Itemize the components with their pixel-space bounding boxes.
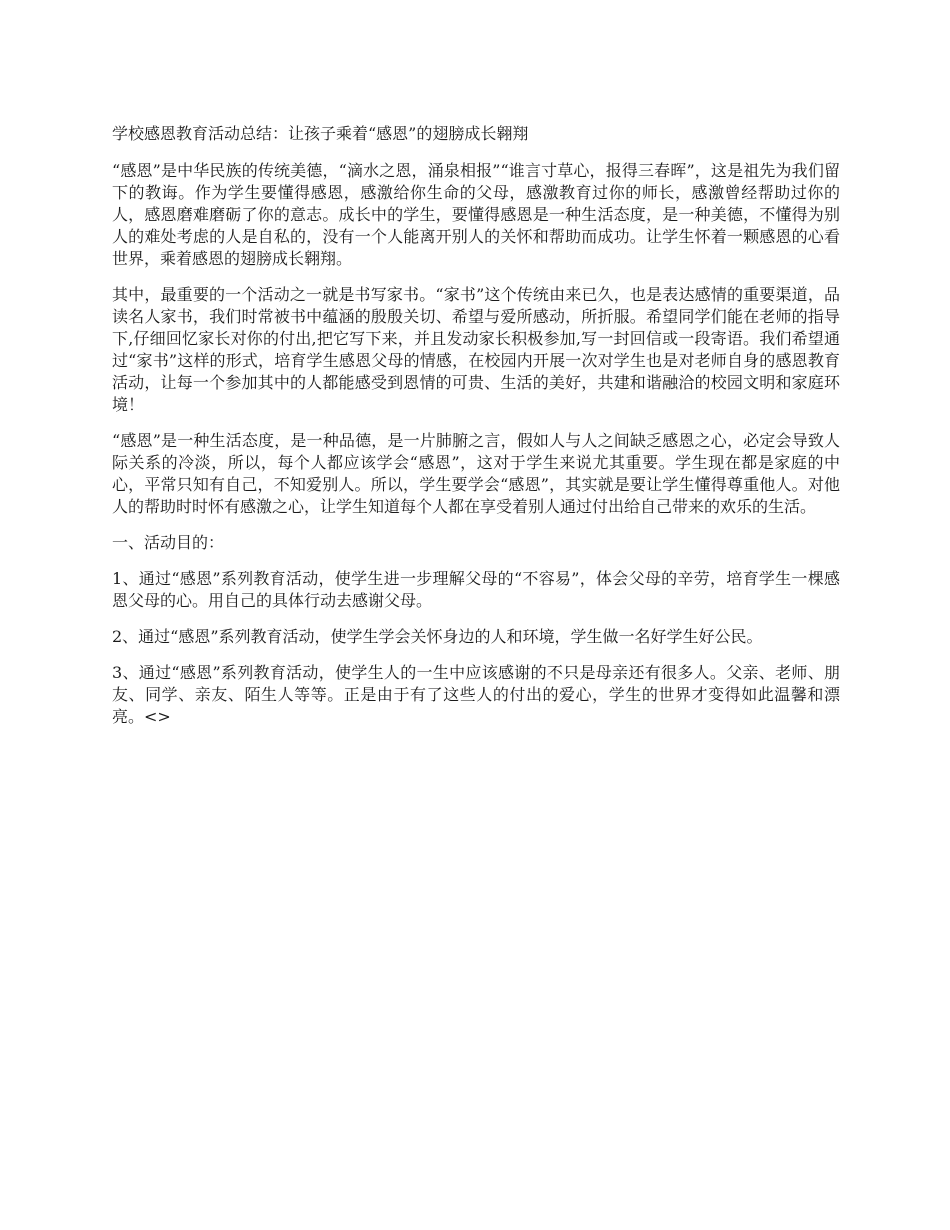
goal-item-1: 1、通过“感恩”系列教育活动，使学生进一步理解父母的“不容易”，体会父母的辛劳，培育学生一棵感恩父母的心。用自己的具体行动去感谢父母。 bbox=[112, 569, 840, 610]
section-heading-activity-goals: 一、活动目的： bbox=[112, 533, 225, 552]
intro-paragraph: “感恩”是中华民族的传统美德，“滴水之恩，涌泉相报”“谁言寸草心，报得三春晖”，这是祖先为我们留下的教诲。作为学生要懂得感恩，感激给你生命的父母，感激教育过你的师长，感激曾经帮助过你的人，感恩磨难磨砺了你的意志。成长中的学生，要懂得感恩是一种生活态度，是一种美德，不懂得为别人的难处考虑的人是自私的，没有一个人能离开别人的关怀和帮助而成功。让学生怀着一颗感恩的心看世界，乘着感恩的翅膀成长翱翔。 bbox=[112, 161, 840, 268]
gratitude-attitude-paragraph: “感恩”是一种生活态度，是一种品德，是一片肺腑之言，假如人与人之间缺乏感恩之心，必定会导致人际关系的冷淡，所以，每个人都应该学会“感恩”，这对于学生来说尤其重要。学生现在都是家庭的中心，平常只知有自己，不知爱别人。所以，学生要学会“感恩”，其实就是要让学生懂得尊重他人。对他人的帮助时时怀有感激之心，让学生知道每个人都在享受着别人通过付出给自己带来的欢乐的生活。 bbox=[112, 431, 840, 516]
family-letter-paragraph: 其中，最重要的一个活动之一就是书写家书。“家书”这个传统由来已久，也是表达感情的重要渠道，品读名人家书，我们时常被书中蕴涵的殷殷关切、希望与爱所感动，所折服。希望同学们能在老师的指导下,仔细回忆家长对你的付出,把它写下来，并且发动家长积极参加,写一封回信或一段寄语。我们希望通过“家书”这样的形式，培育学生感恩父母的情感，在校园内开展一次对学生也是对老师自身的感恩教育活动，让每一个参加其中的人都能感受到恩情的可贵、生活的美好，共建和谐融洽的校园文明和家庭环境！ bbox=[112, 285, 840, 414]
document-page bbox=[112, 122, 840, 742]
goal-item-3: 3、通过“感恩”系列教育活动，使学生人的一生中应该感谢的不只是母亲还有很多人。父亲、老师、朋友、同学、亲友、陌生人等等。正是由于有了这些人的付出的爱心，学生的世界才变得如此温馨和漂亮。<> bbox=[112, 663, 840, 726]
document-title: 学校感恩教育活动总结：让孩子乘着“感恩”的翅膀成长翱翔 bbox=[112, 124, 529, 143]
goal-item-2: 2、通过“感恩”系列教育活动，使学生学会关怀身边的人和环境，学生做一名好学生好公民。 bbox=[112, 627, 763, 646]
